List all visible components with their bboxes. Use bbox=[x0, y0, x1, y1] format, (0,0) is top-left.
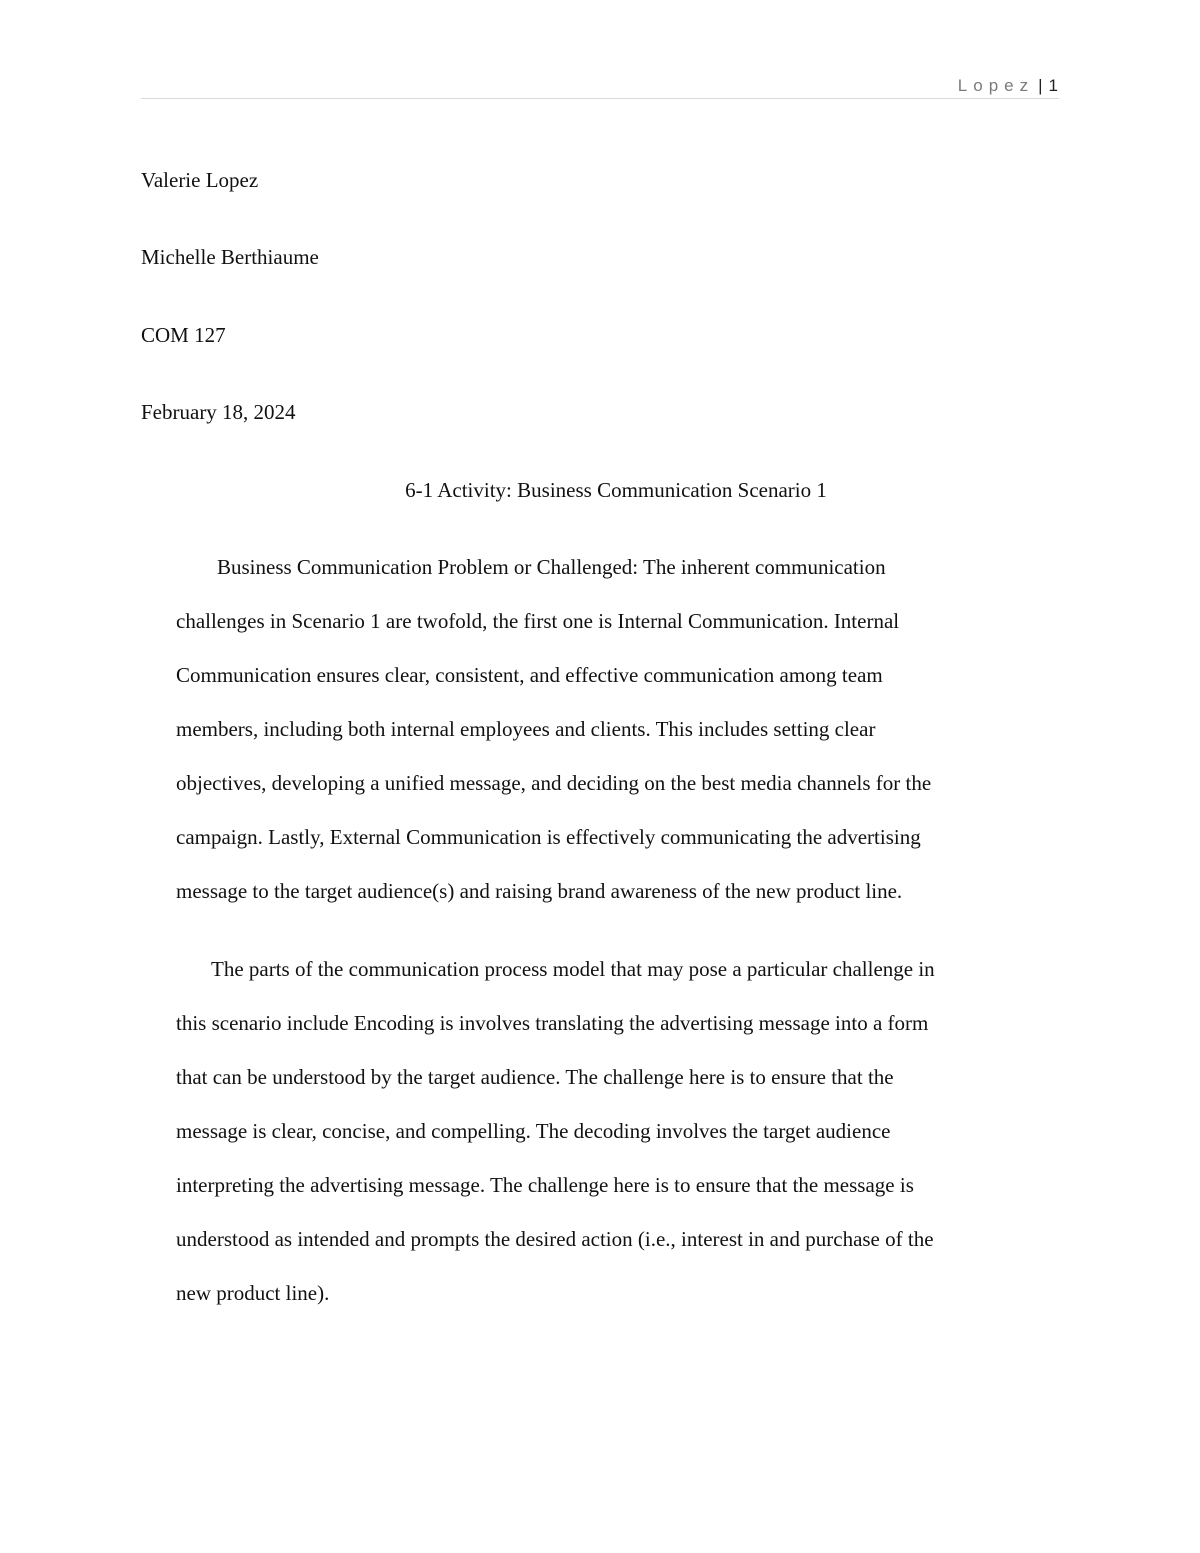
paragraph-line: Communication ensures clear, consistent, and effective communication among team bbox=[176, 663, 883, 687]
paragraph-line: this scenario include Encoding is involves translating the advertising message into a form bbox=[176, 1011, 929, 1035]
student-name: Valerie Lopez bbox=[141, 168, 259, 192]
header-page-number: 1 bbox=[1048, 76, 1058, 95]
document-title: 6-1 Activity: Business Communication Scenario 1 bbox=[405, 478, 827, 502]
page-header bbox=[958, 74, 1058, 98]
paragraph-line: The parts of the communication process model that may pose a particular challenge in bbox=[211, 957, 935, 981]
paragraph-line: understood as intended and prompts the desired action (i.e., interest in and purchase of the bbox=[176, 1227, 934, 1251]
paragraph-line: Business Communication Problem or Challenged: The inherent communication bbox=[217, 555, 886, 579]
paragraph-line: campaign. Lastly, External Communication is effectively communicating the advertising bbox=[176, 825, 921, 849]
paragraph-line: that can be understood by the target audience. The challenge here is to ensure that the bbox=[176, 1065, 894, 1089]
document-date: February 18, 2024 bbox=[141, 400, 296, 424]
paragraph-line: interpreting the advertising message. The challenge here is to ensure that the message is bbox=[176, 1173, 914, 1197]
course-name: COM 127 bbox=[141, 323, 226, 347]
paragraph-line: objectives, developing a unified message, and deciding on the best media channels for the bbox=[176, 771, 932, 795]
paragraph-1 bbox=[176, 540, 1036, 918]
paragraph-line: new product line). bbox=[176, 1281, 330, 1305]
paragraph-line: challenges in Scenario 1 are twofold, the first one is Internal Communication. Internal bbox=[176, 609, 900, 633]
header-author-name: Lopez bbox=[957, 76, 1035, 95]
header-divider bbox=[141, 98, 1059, 99]
paragraph-line: members, including both internal employees and clients. This includes setting clear bbox=[176, 717, 876, 741]
paragraph-2 bbox=[176, 942, 1036, 1320]
paragraph-line: message is clear, concise, and compelling. The decoding involves the target audience bbox=[176, 1119, 891, 1143]
header-separator: | bbox=[1038, 76, 1043, 95]
instructor-name: Michelle Berthiaume bbox=[141, 245, 319, 269]
paragraph-line: message to the target audience(s) and raising brand awareness of the new product line. bbox=[176, 879, 903, 903]
